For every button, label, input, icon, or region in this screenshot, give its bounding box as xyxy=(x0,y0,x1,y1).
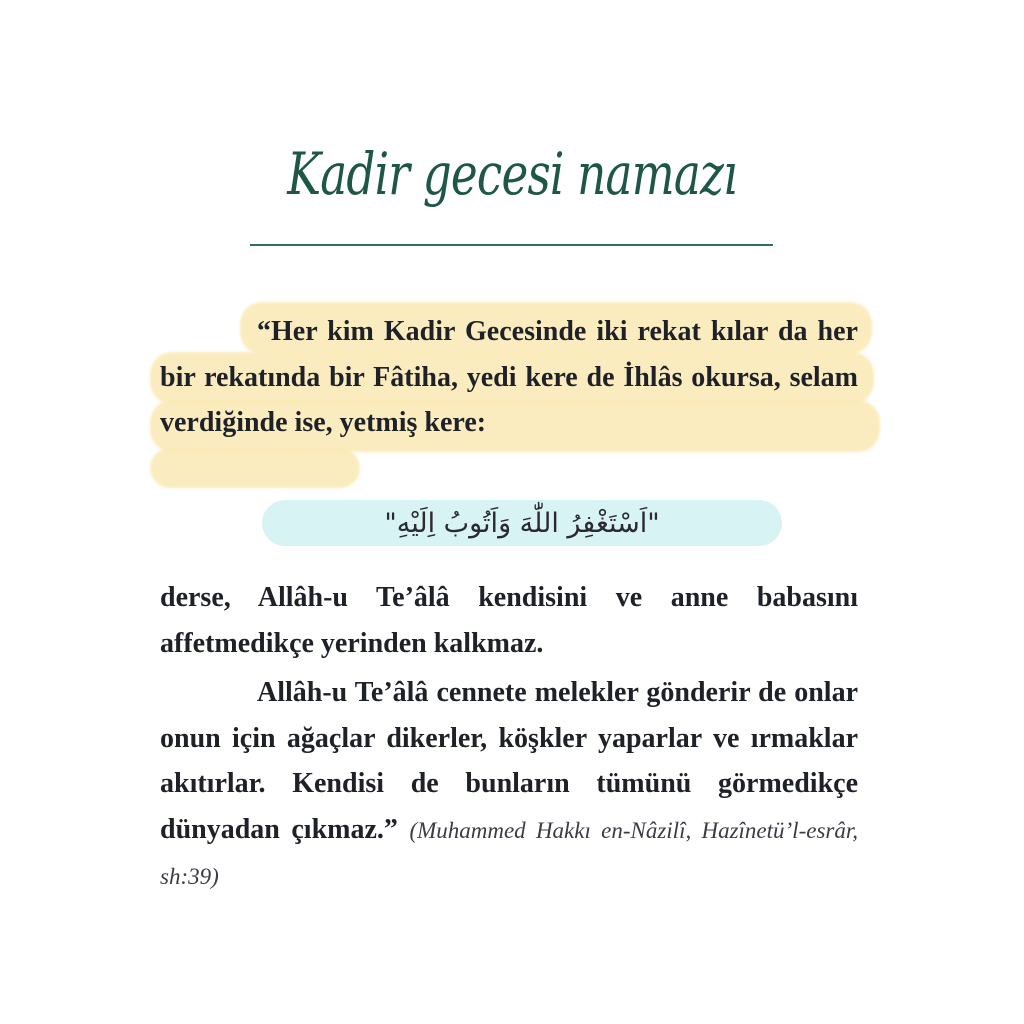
yellow-highlight-line-4 xyxy=(150,448,360,488)
paragraph-intro: “Her kim Kadir Gecesinde iki rekat kılar da her bir rekatında bir Fâtiha, yedi kere de İhlâs okursa, selam verdiğinde ise, yetmiş kere: xyxy=(160,316,858,438)
arabic-prayer: "اَسْتَغْفِرُ اللّٰهَ وَاَتُوبُ اِلَيْهِ" xyxy=(384,507,660,539)
paragraph-continuation: derse, Allâh-u Te’âlâ kendisini ve anne babasını affetmedikçe yerinden kalkmaz. xyxy=(160,582,858,659)
paragraph-reward xyxy=(160,670,858,900)
paragraph-reward-text: Allâh-u Te’âlâ cennete melekler gönderir de onlar onun için ağaçlar dikerler, köşkler yaparlar ve ırmaklar akıtırlar. Kendisi de bunların tümünü görmedikçe dünyadan çıkmaz.” xyxy=(160,677,858,845)
title-underline xyxy=(250,244,773,246)
citation: (Muhammed Hakkı en-Nâzilî, Hazînetü’l-esrâr, sh:39) xyxy=(160,817,858,889)
page-title: Kadir gecesi namazı xyxy=(287,140,737,208)
